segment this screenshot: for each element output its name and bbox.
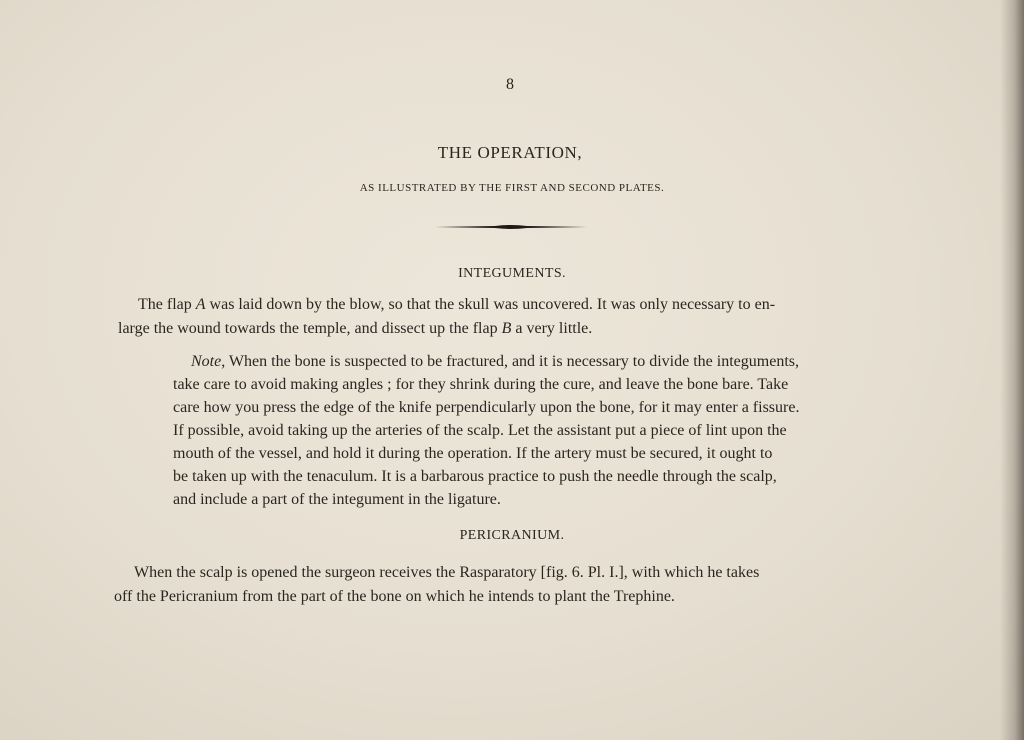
page-edge-shadow xyxy=(1000,0,1024,740)
note-line: Note, When the bone is suspected to be fractured, and it is necessary to divide the integuments, xyxy=(191,353,799,370)
page-title: THE OPERATION, xyxy=(437,143,583,162)
pericranium-paragraph xyxy=(114,561,904,609)
decorative-rule xyxy=(435,220,587,234)
paragraph-line: When the scalp is opened the surgeon receives the Rasparatory [fig. 6. Pl. I.], with which he takes xyxy=(134,564,760,581)
paragraph-line: large the wound towards the temple, and dissect up the flap B a very little. xyxy=(118,320,593,337)
page-subtitle: AS ILLUSTRATED BY THE FIRST AND SECOND PLATES. xyxy=(359,182,665,194)
note-line: care how you press the edge of the knife perpendicularly upon the bone, for it may enter a fissure. xyxy=(173,399,800,416)
note-line: If possible, avoid taking up the arteries of the scalp. Let the assistant put a piece of lint upon the xyxy=(173,422,787,439)
integuments-note xyxy=(173,350,908,511)
note-line: and include a part of the integument in the ligature. xyxy=(173,491,501,508)
section-heading-integuments: INTEGUMENTS. xyxy=(458,266,566,281)
note-line: mouth of the vessel, and hold it during the operation. If the artery must be secured, it ought to xyxy=(173,445,773,462)
page-number: 8 xyxy=(506,76,514,93)
integuments-paragraph xyxy=(118,293,908,341)
paragraph-line: The flap A was laid down by the blow, so that the skull was uncovered. It was only necessary to en- xyxy=(138,296,776,313)
note-line: be taken up with the tenaculum. It is a barbarous practice to push the needle through the scalp, xyxy=(173,468,777,485)
section-heading-pericranium: PERICRANIUM. xyxy=(459,528,565,543)
paragraph-line: off the Pericranium from the part of the bone on which he intends to plant the Trephine. xyxy=(114,588,675,605)
note-line: take care to avoid making angles ; for they shrink during the cure, and leave the bone bare. Take xyxy=(173,376,789,393)
